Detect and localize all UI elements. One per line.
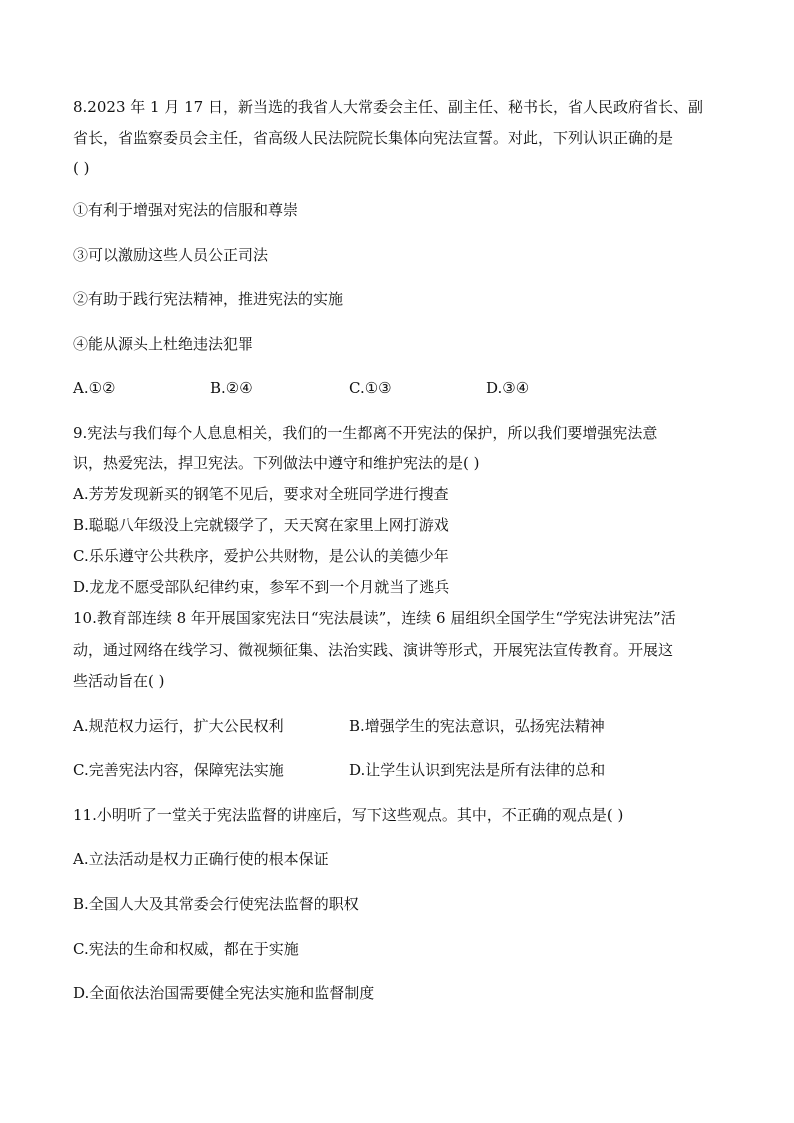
q10-stem-line-1: 10.教育部连续 8 年开展国家宪法日“宪法晨读”，连续 6 届组织全国学生“学宪法讲宪法”活	[73, 609, 676, 627]
q8-item-3: ③可以激励这些人员公正司法	[73, 246, 269, 264]
q9-option-a: A.芳芳发现新买的钢笔不见后，要求对全班同学进行搜查	[73, 485, 449, 503]
q10-stem-line-2: 动，通过网络在线学习、微视频征集、法治实践、演讲等形式，开展宪法宣传教育。开展这	[73, 641, 674, 659]
q8-option-c: C.①③	[349, 379, 392, 397]
q11-option-a: A.立法活动是权力正确行使的根本保证	[73, 850, 329, 868]
q8-option-a: A.①②	[73, 379, 116, 397]
q11-option-c: C.宪法的生命和权威，都在于实施	[73, 940, 299, 958]
q8-answer-paren: ( )	[73, 159, 90, 177]
q9-option-c: C.乐乐遵守公共秩序，爱护公共财物，是公认的美德少年	[73, 547, 449, 565]
q9-option-d: D.龙龙不愿受部队纪律约束，参军不到一个月就当了逃兵	[73, 578, 450, 596]
q11-option-b: B.全国人大及其常委会行使宪法监督的职权	[73, 895, 359, 913]
q10-option-d: D.让学生认识到宪法是所有法律的总和	[349, 761, 606, 779]
q11-option-d: D.全面依法治国需要健全宪法实施和监督制度	[73, 984, 375, 1002]
q8-option-d: D.③④	[486, 379, 530, 397]
q8-stem-line-2: 省长，省监察委员会主任，省高级人民法院院长集体向宪法宣誓。对此，下列认识正确的是	[73, 129, 674, 147]
q8-option-b: B.②④	[210, 379, 253, 397]
q10-option-a: A.规范权力运行，扩大公民权利	[73, 717, 284, 735]
q11-stem: 11.小明听了一堂关于宪法监督的讲座后，写下这些观点。其中，不正确的观点是( )	[73, 806, 624, 824]
q9-stem-line-2: 识，热爱宪法，捍卫宪法。下列做法中遵守和维护宪法的是( )	[73, 454, 480, 472]
q8-item-1: ①有利于增强对宪法的信服和尊崇	[73, 201, 299, 219]
q10-option-c: C.完善宪法内容，保障宪法实施	[73, 761, 284, 779]
q10-stem-line-3: 些活动旨在( )	[73, 672, 165, 690]
q8-item-4: ④能从源头上杜绝违法犯罪	[73, 335, 254, 353]
q8-item-2: ②有助于践行宪法精神，推进宪法的实施	[73, 290, 344, 308]
q9-stem-line-1: 9.宪法与我们每个人息息相关，我们的一生都离不开宪法的保护，所以我们要增强宪法意	[73, 424, 658, 442]
q10-option-b: B.增强学生的宪法意识，弘扬宪法精神	[349, 717, 605, 735]
q9-option-b: B.聪聪八年级没上完就辍学了，天天窝在家里上网打游戏	[73, 516, 449, 534]
q8-stem-line-1: 8.2023 年 1 月 17 日，新当选的我省人大常委会主任、副主任、秘书长，省人民政府省长、副	[73, 98, 703, 116]
